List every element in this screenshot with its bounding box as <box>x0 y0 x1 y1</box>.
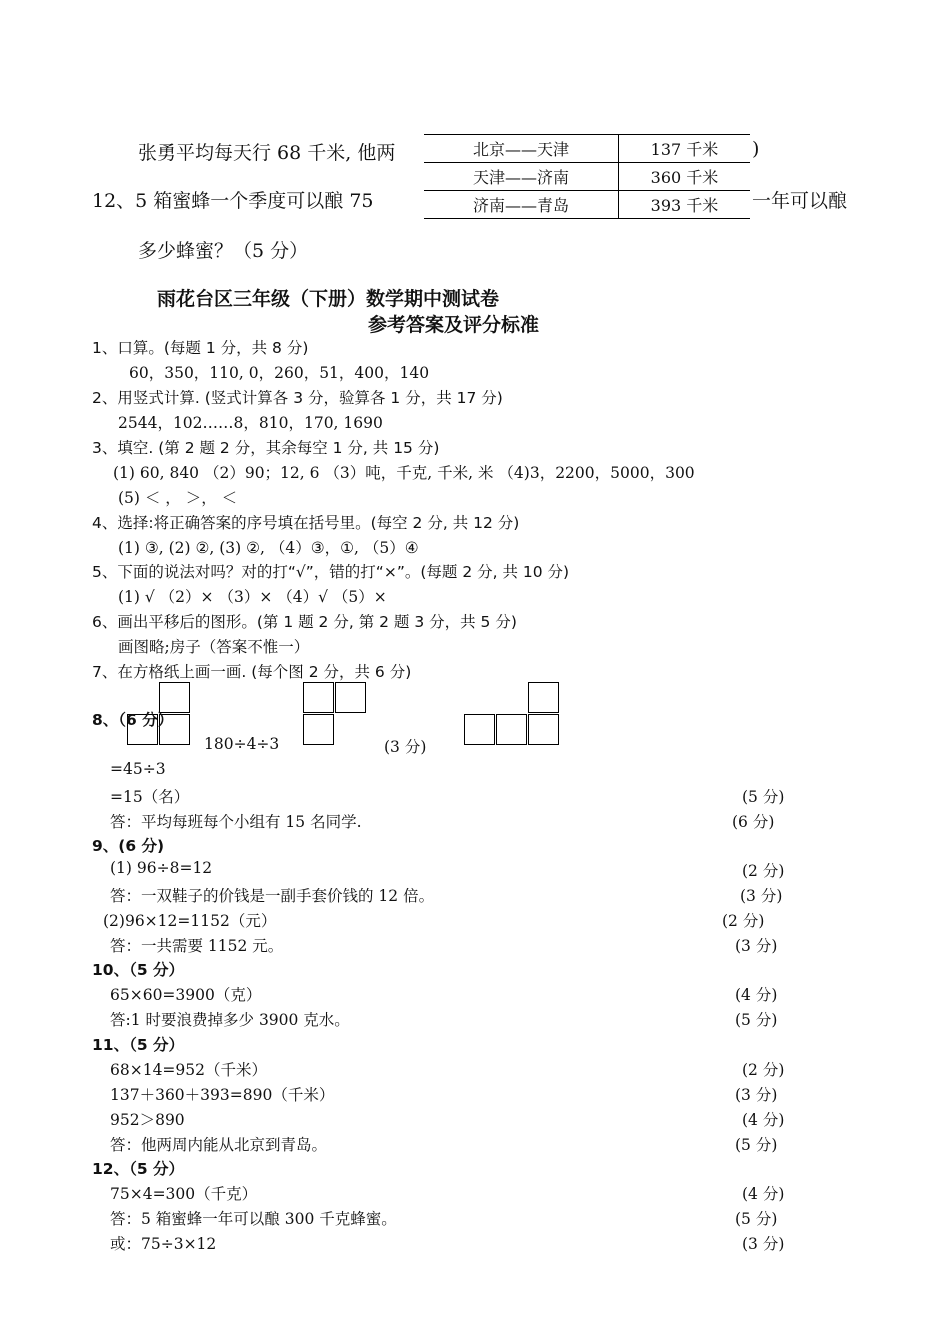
section-8-expression: 180÷4÷3 <box>204 735 280 753</box>
section-5-answer: (1) √ （2）× （3）× （4）√ （5）× <box>118 588 387 606</box>
section-12-step-1-score: (4 分) <box>742 1185 785 1203</box>
section-4-heading: 4、选择:将正确答案的序号填在括号里。(每空 2 分, 共 12 分) <box>92 514 520 532</box>
route-cell: 济南——青岛 <box>424 191 619 219</box>
section-10-answer: 答:1 时要浪费掉多少 3900 克水。 <box>110 1011 350 1029</box>
section-11-heading: 11、（5 分） <box>92 1036 185 1054</box>
section-1-heading: 1、口算。(每题 1 分，共 8 分) <box>92 339 309 357</box>
section-6-heading: 6、画出平移后的图形。(第 1 题 2 分, 第 2 题 3 分，共 5 分) <box>92 613 517 631</box>
table-row <box>424 191 750 219</box>
section-11-step-2: 137＋360＋393=890（千米） <box>110 1086 335 1104</box>
section-10-step-1: 65×60=3900（克） <box>110 986 262 1004</box>
section-2-answer: 2544，102……8，810，170, 1690 <box>118 414 383 432</box>
table-row <box>424 135 750 163</box>
question-11-paren: ) <box>752 138 760 160</box>
grid-figure-3 <box>464 682 561 746</box>
grid-cell <box>528 714 559 745</box>
section-9-step-1: (1) 96÷8=12 <box>110 859 213 877</box>
page-title: 雨花台区三年级（下册）数学期中测试卷 <box>157 288 500 310</box>
section-11-step-1: 68×14=952（千米） <box>110 1061 268 1079</box>
section-5-heading: 5、下面的说法对吗？对的打“√”，错的打“×”。(每题 2 分, 共 10 分) <box>92 563 570 581</box>
section-3-answer-2: (5) ＜ ， ＞， ＜ <box>118 489 238 507</box>
section-11-step-1-score: (2 分) <box>742 1061 785 1079</box>
route-cell: 北京——天津 <box>424 135 619 163</box>
section-8-step-2-score: (5 分) <box>742 788 785 806</box>
section-9-answer-1-score: (3 分) <box>740 887 783 905</box>
question-12-line1-tail: 一年可以酿 <box>752 190 848 212</box>
section-2-heading: 2、用竖式计算. (竖式计算各 3 分，验算各 1 分，共 17 分) <box>92 389 503 407</box>
section-6-answer: 画图略;房子（答案不惟一） <box>118 638 310 656</box>
section-8-step-2: =15（名） <box>110 788 190 806</box>
section-8-answer-score: (6 分) <box>732 813 775 831</box>
route-cell: 天津——济南 <box>424 163 619 191</box>
section-12-step-1: 75×4=300（千克） <box>110 1185 258 1203</box>
section-4-answer: (1) ③, (2) ②, (3) ②, （4）③，①, （5）④ <box>118 539 419 557</box>
distance-table <box>424 134 750 219</box>
section-11-step-3-score: (4 分) <box>742 1111 785 1129</box>
section-12-alt-score: (3 分) <box>742 1235 785 1253</box>
section-10-answer-score: (5 分) <box>735 1011 778 1029</box>
section-9-heading: 9、(6 分) <box>92 837 165 855</box>
section-11-answer-score: (5 分) <box>735 1136 778 1154</box>
section-9-step-2: (2)96×12=1152（元） <box>103 912 277 930</box>
section-12-answer-score: (5 分) <box>735 1210 778 1228</box>
section-10-heading: 10、（5 分） <box>92 961 185 979</box>
grid-cell <box>335 682 366 713</box>
section-11-answer: 答：他两周内能从北京到青岛。 <box>110 1136 328 1154</box>
distance-cell: 393 千米 <box>619 191 751 219</box>
section-8-expression-score: (3 分) <box>384 738 427 756</box>
section-11-step-2-score: (3 分) <box>735 1086 778 1104</box>
grid-cell <box>303 682 334 713</box>
section-3-heading: 3、填空. (第 2 题 2 分，其余每空 1 分, 共 15 分) <box>92 439 440 457</box>
section-7-heading: 7、在方格纸上画一画. (每个图 2 分，共 6 分) <box>92 663 412 681</box>
distance-cell: 137 千米 <box>619 135 751 163</box>
grid-cell <box>528 682 559 713</box>
section-9-step-1-score: (2 分) <box>742 862 785 880</box>
section-8-heading: 8、（6 分） <box>92 711 174 729</box>
section-9-step-2-score: (2 分) <box>722 912 765 930</box>
section-10-step-1-score: (4 分) <box>735 986 778 1004</box>
question-12-line2: 多少蜂蜜？（5 分） <box>138 240 309 262</box>
section-1-answer: 60，350，110, 0，260，51，400，140 <box>129 364 430 382</box>
section-12-alt: 或：75÷3×12 <box>110 1235 217 1253</box>
question-12-line1: 12、5 箱蜜蜂一个季度可以酿 75 <box>92 190 374 212</box>
distance-cell: 360 千米 <box>619 163 751 191</box>
grid-cell <box>496 714 527 745</box>
question-11-tail: 张勇平均每天行 68 千米, 他两 <box>138 142 396 164</box>
grid-figure-2 <box>303 682 368 746</box>
section-3-answer-1: (1) 60, 840 （2）90；12, 6 （3）吨，千克, 千米, 米 （4)3，2200，5000，300 <box>113 464 695 482</box>
section-11-step-3: 952＞890 <box>110 1111 185 1129</box>
section-9-answer-2-score: (3 分) <box>735 937 778 955</box>
grid-cell <box>464 714 495 745</box>
grid-cell <box>303 714 334 745</box>
section-9-answer-2: 答：一共需要 1152 元。 <box>110 937 284 955</box>
table-row <box>424 163 750 191</box>
section-9-answer-1: 答：一双鞋子的价钱是一副手套价钱的 12 倍。 <box>110 887 435 905</box>
section-8-step-1: =45÷3 <box>110 760 166 778</box>
section-12-heading: 12、（5 分） <box>92 1160 185 1178</box>
page-subtitle: 参考答案及评分标准 <box>368 314 540 336</box>
section-8-answer: 答：平均每班每个小组有 15 名同学. <box>110 813 362 831</box>
section-12-answer: 答：5 箱蜜蜂一年可以酿 300 千克蜂蜜。 <box>110 1210 397 1228</box>
